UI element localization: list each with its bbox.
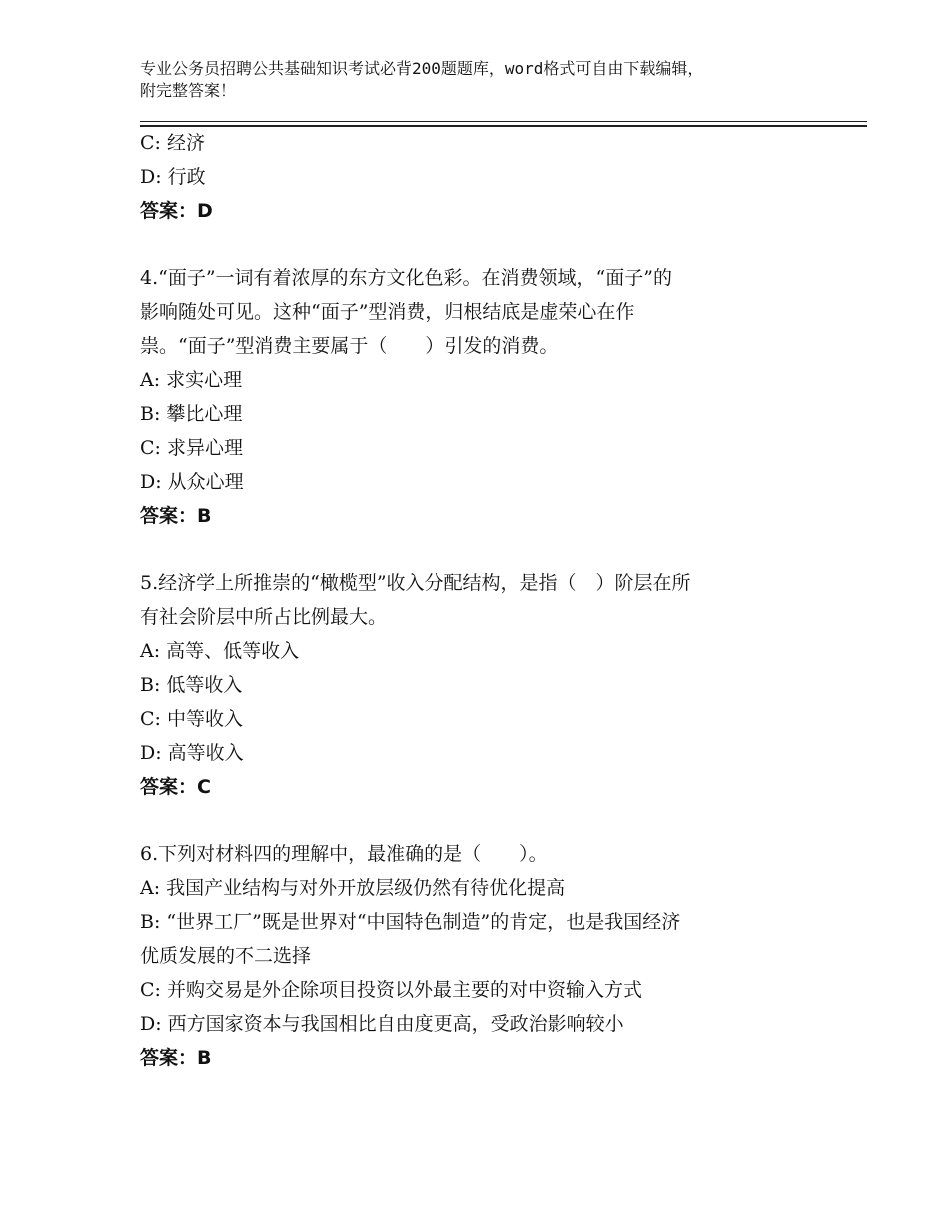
question-stem: 祟。“面子”型消费主要属于（ ）引发的消费。: [140, 335, 559, 357]
option-c: C: 求异心理: [140, 437, 243, 459]
option-c: C: 并购交易是外企除项目投资以外最主要的对中资输入方式: [140, 979, 642, 1001]
question-stem: 6.下列对材料四的理解中，最准确的是（ ）。: [140, 843, 548, 865]
question-stem: 5.经济学上所推崇的“橄榄型”收入分配结构，是指（ ）阶层在所: [140, 572, 691, 594]
question-6: [140, 837, 820, 1075]
answer-label: 答案：C: [140, 776, 211, 798]
question-list: [140, 126, 820, 1075]
option-d: D: 高等收入: [140, 742, 244, 764]
header-line-2: 附完整答案！: [140, 81, 237, 100]
option-a: A: 高等、低等收入: [140, 640, 300, 662]
option-a: A: 求实心理: [140, 369, 243, 391]
question-stem: 有社会阶层中所占比例最大。: [140, 606, 388, 628]
question-stem: 4.“面子”一词有着浓厚的东方文化色彩。在消费领域，“面子”的: [140, 267, 672, 289]
answer-label: 答案：B: [140, 1047, 212, 1069]
option-c: C: 中等收入: [140, 708, 243, 730]
header-divider-thin: [140, 121, 867, 122]
question-4: [140, 261, 820, 533]
option-a: A: 我国产业结构与对外开放层级仍然有待优化提高: [140, 877, 566, 899]
option-b: B: 低等收入: [140, 674, 243, 696]
question-stem: 影响随处可见。这种“面子”型消费，归根结底是虚荣心在作: [140, 301, 635, 323]
option-d: D: 西方国家资本与我国相比自由度更高，受政治影响较小: [140, 1013, 624, 1035]
option-d: D: 行政: [140, 166, 206, 188]
answer-label: 答案：D: [140, 200, 213, 222]
question-5: [140, 566, 820, 804]
header-line-1: 专业公务员招聘公共基础知识考试必背200题题库，word格式可自由下载编辑，: [140, 59, 704, 78]
option-b: B: “世界工厂”既是世界对“中国特色制造”的肯定，也是我国经济: [140, 911, 681, 933]
option-d: D: 从众心理: [140, 471, 244, 493]
option-c: C: 经济: [140, 132, 205, 154]
option-b-continued: 优质发展的不二选择: [140, 945, 312, 967]
answer-label: 答案：B: [140, 505, 212, 527]
question-3: [140, 126, 820, 228]
option-b: B: 攀比心理: [140, 403, 243, 425]
page-header: [140, 58, 830, 102]
